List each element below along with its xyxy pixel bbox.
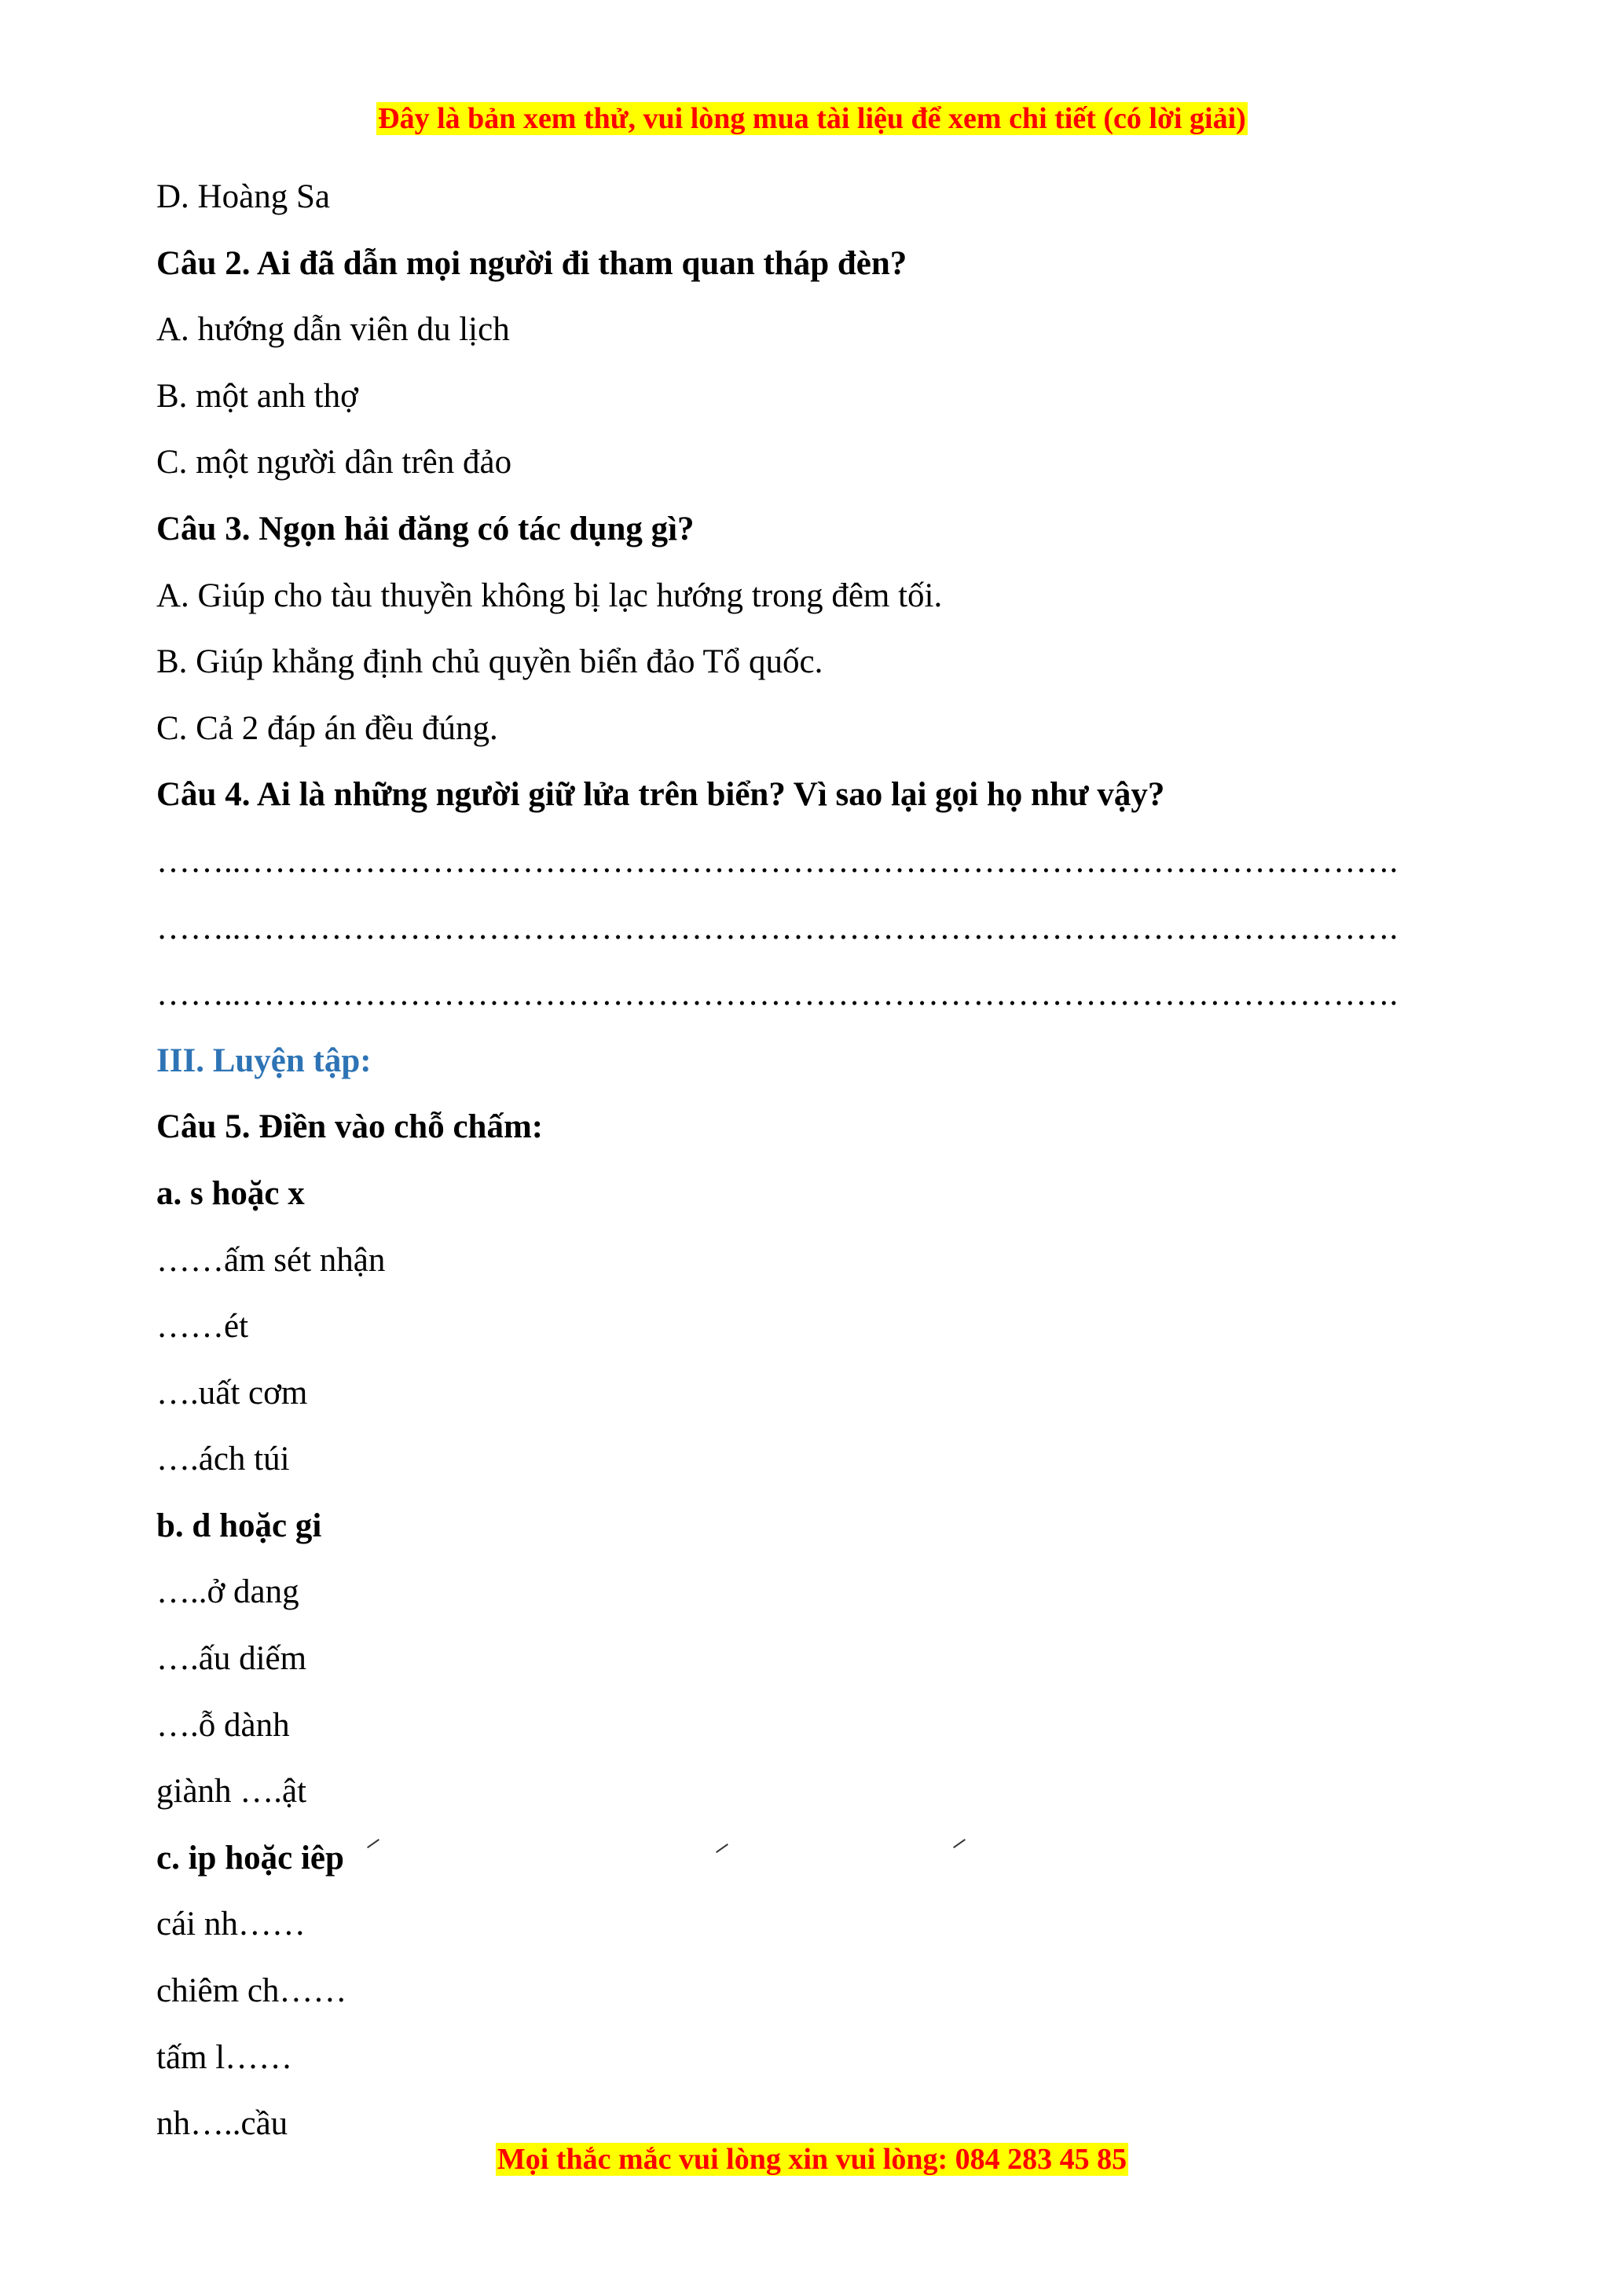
answer-option-line: A. Giúp cho tàu thuyền không bị lạc hướng trong đêm tối. [156, 577, 943, 614]
fill-blank-item: nh…..cầu [156, 2105, 288, 2143]
contact-notice-text: Mọi thắc mắc vui lòng xin vui lòng: 084 283 45 85 [497, 2143, 1127, 2176]
question-4-heading: Câu 4. Ai là những người giữ lửa trên biển? Vì sao lại gọi họ như vậy? [156, 776, 1165, 814]
fill-blank-item: ….ách túi [156, 1441, 290, 1478]
fill-blank-item: giành ….ật [156, 1773, 307, 1811]
answer-blank-line: ……..…………………………………………………………………………………………. [156, 976, 1399, 1013]
question-5-heading: Câu 5. Điền vào chỗ chấm: [156, 1108, 544, 1146]
fill-blank-item: tấm l…… [156, 2038, 293, 2076]
question-2-heading: Câu 2. Ai đã dẫn mọi người đi tham quan tháp đèn? [156, 244, 907, 282]
document-body [156, 172, 1476, 2166]
fill-blank-item: ….uất cơm [156, 1374, 308, 1412]
subpart-a-heading: a. s hoặc x [156, 1174, 305, 1212]
answer-blank-line: ……..…………………………………………………………………………………………. [156, 842, 1399, 880]
subpart-b-heading: b. d hoặc gi [156, 1507, 322, 1544]
contact-notice-banner [0, 2140, 1624, 2179]
fill-blank-item: chiêm ch…… [156, 1972, 347, 2010]
preview-notice-banner [0, 99, 1624, 138]
section-heading-practice: III. Luyện tập: [156, 1042, 372, 1079]
answer-blank-line: ……..…………………………………………………………………………………………. [156, 909, 1399, 947]
fill-blank-item: ……ét [156, 1308, 249, 1346]
fill-blank-item: ……ấm sét nhận [156, 1241, 386, 1279]
question-3-heading: Câu 3. Ngọn hải đăng có tác dụng gì? [156, 510, 695, 547]
fill-blank-item: …..ở dang [156, 1573, 299, 1611]
answer-option-line: A. hướng dẫn viên du lịch [156, 311, 510, 349]
answer-option-line: B. một anh thợ [156, 377, 358, 415]
fill-blank-item: ….ấu diếm [156, 1640, 307, 1678]
fill-blank-item: ….ỗ dành [156, 1706, 290, 1744]
answer-option-line: B. Giúp khẳng định chủ quyền biển đảo Tổ quốc. [156, 643, 823, 681]
subpart-c-heading: c. ip hoặc iêp [156, 1839, 344, 1877]
answer-option-line: D. Hoàng Sa [156, 178, 330, 215]
fill-blank-item: cái nh…… [156, 1906, 306, 1943]
answer-option-line: C. một người dân trên đảo [156, 444, 512, 482]
answer-option-line: C. Cả 2 đáp án đều đúng. [156, 709, 498, 747]
preview-notice-text: Đây là bản xem thử, vui lòng mua tài liệu để xem chi tiết (có lời giải) [378, 102, 1246, 135]
